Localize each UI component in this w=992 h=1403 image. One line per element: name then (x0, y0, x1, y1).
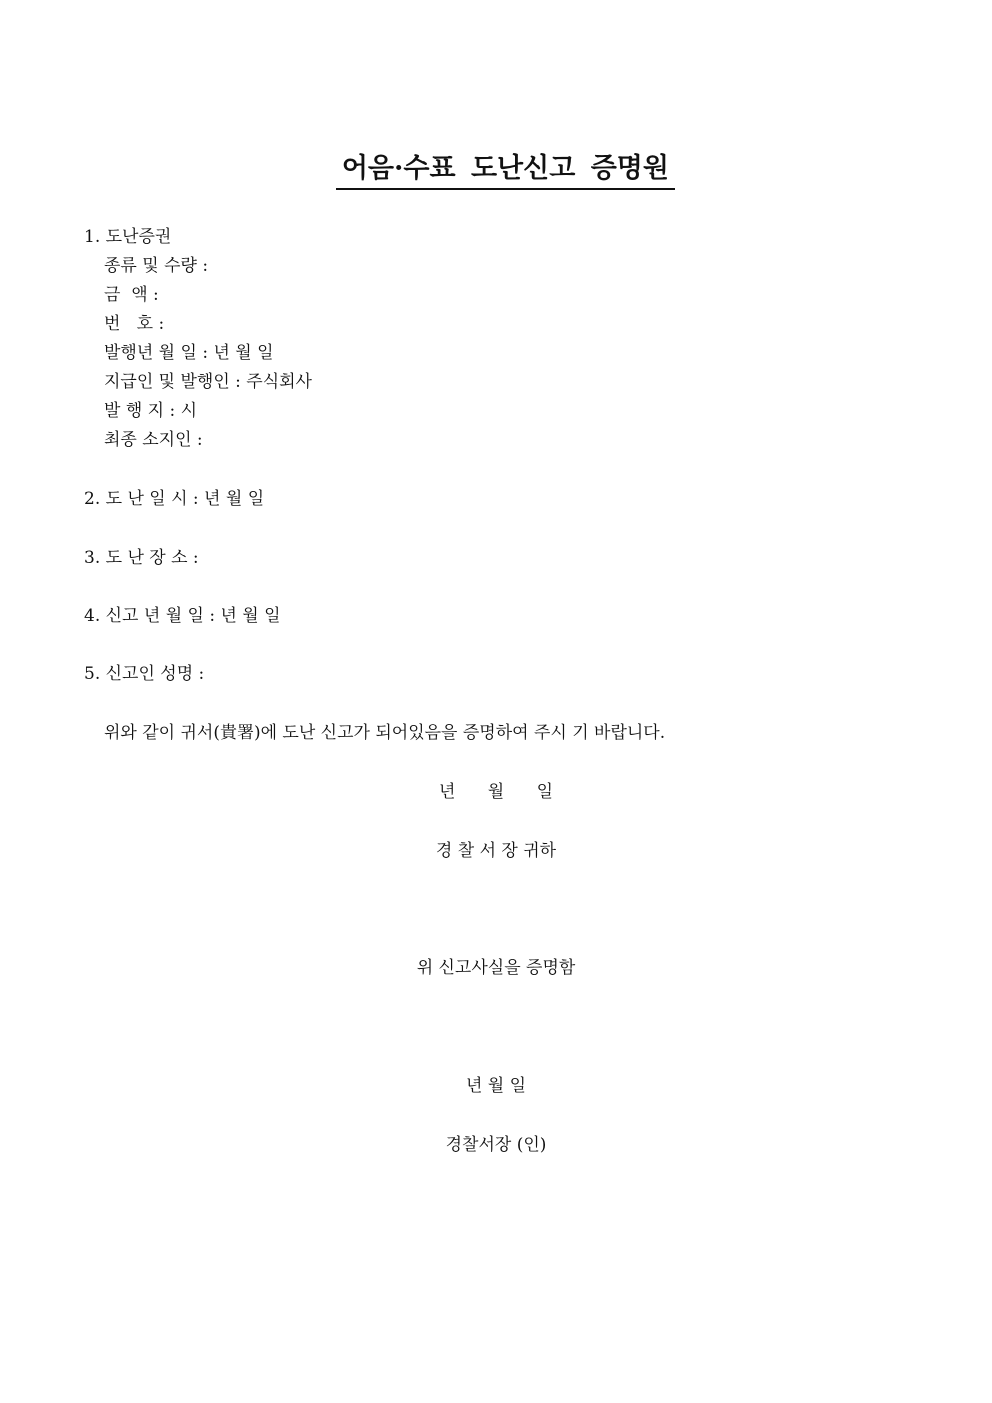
certification-statement: 위 신고사실을 증명함 (416, 958, 576, 978)
document-title (0, 118, 992, 190)
field-final-holder: 최종 소지인 : (104, 430, 203, 450)
addressee-line: 경 찰 서 장 귀하 (435, 841, 557, 861)
section-3-theft-place: 3. 도 난 장 소 : (84, 548, 199, 568)
section-1-heading: 1. 도난증권 (84, 227, 172, 247)
field-type-quantity: 종류 및 수량 : (104, 256, 209, 276)
section-4-report-date: 4. 신고 년 월 일 : 년 월 일 (84, 606, 281, 626)
field-payer-issuer: 지급인 및 발행인 : 주식회사 (104, 372, 312, 392)
document-title-text: 어음·수표 도난신고 증명원 (336, 152, 675, 190)
field-amount: 금 액 : (104, 285, 159, 305)
certification-signer: 경찰서장 (인) (445, 1135, 547, 1155)
field-number: 번 호 : (104, 314, 165, 334)
section-5-reporter-name: 5. 신고인 성명 : (84, 664, 205, 684)
field-issue-date: 발행년 월 일 : 년 월 일 (104, 343, 274, 363)
request-paragraph: 위와 같이 귀서(貴署)에 도난 신고가 되어있음을 증명하여 주시 기 바랍니다. (104, 723, 666, 743)
certification-date: 년 월 일 (465, 1076, 527, 1096)
section-2-theft-datetime: 2. 도 난 일 시 : 년 월 일 (84, 489, 265, 509)
request-date-line: 년 월 일 (438, 782, 554, 802)
field-issue-place: 발 행 지 : 시 (104, 401, 198, 421)
